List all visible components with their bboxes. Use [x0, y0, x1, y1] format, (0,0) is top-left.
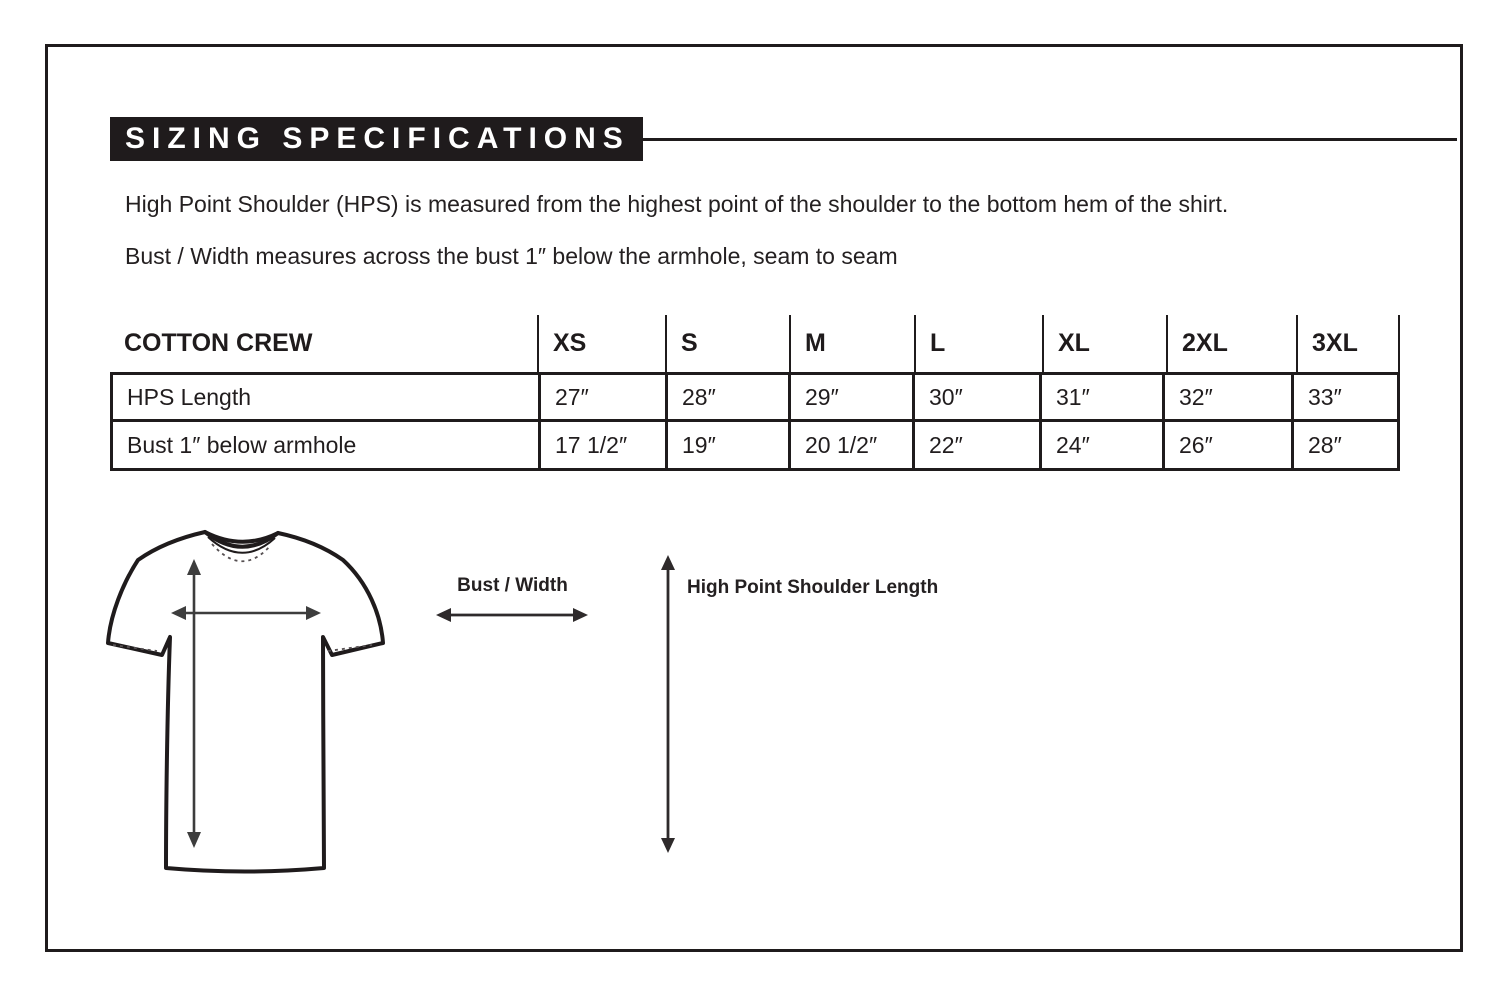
cell-hps-xs: 27″	[538, 375, 665, 419]
column-header-product: COTTON CREW	[124, 329, 313, 357]
column-header-size-2xl: 2XL	[1166, 315, 1296, 372]
cell-hps-l: 30″	[912, 375, 1039, 419]
cell-bust-xs: 17 1/2″	[538, 422, 665, 468]
column-header-size-xs: XS	[537, 315, 665, 372]
cell-bust-s: 19″	[665, 422, 788, 468]
cell-hps-xl: 31″	[1039, 375, 1162, 419]
column-header-size-xl: XL	[1042, 315, 1166, 372]
cell-bust-xl: 24″	[1039, 422, 1162, 468]
bust-width-label: Bust / Width	[457, 575, 568, 596]
page-title: SIZING SPECIFICATIONS	[110, 117, 643, 161]
sizing-table-body	[110, 372, 1400, 471]
title-rule	[643, 138, 1457, 141]
cell-hps-2xl: 32″	[1162, 375, 1291, 419]
tshirt-outline-icon	[90, 515, 390, 885]
cell-bust-m: 20 1/2″	[788, 422, 912, 468]
sizing-table-header-row	[110, 315, 1400, 372]
cell-hps-s: 28″	[665, 375, 788, 419]
intro-line-hps: High Point Shoulder (HPS) is measured from the highest point of the shoulder to the bottom hem of the shirt.	[125, 191, 1229, 217]
vertical-double-arrow-icon	[656, 551, 680, 857]
intro-line-bust: Bust / Width measures across the bust 1″ below the armhole, seam to seam	[125, 243, 898, 269]
cell-bust-3xl: 28″	[1291, 422, 1397, 468]
horizontal-double-arrow-icon	[432, 603, 592, 627]
hps-length-label: High Point Shoulder Length	[687, 577, 939, 598]
cell-bust-2xl: 26″	[1162, 422, 1291, 468]
row-label: Bust 1″ below armhole	[127, 431, 357, 458]
cell-hps-m: 29″	[788, 375, 912, 419]
title-row	[110, 117, 1457, 161]
table-row-hps-length	[113, 375, 1397, 419]
table-row-bust-width	[113, 419, 1397, 468]
sizing-table	[110, 315, 1400, 471]
column-header-size-3xl: 3XL	[1296, 315, 1400, 372]
cell-bust-l: 22″	[912, 422, 1039, 468]
column-header-size-m: M	[789, 315, 914, 372]
column-header-size-l: L	[914, 315, 1042, 372]
cell-hps-3xl: 33″	[1291, 375, 1397, 419]
column-header-size-s: S	[665, 315, 789, 372]
row-label: HPS Length	[127, 383, 252, 410]
tshirt-body-outline	[108, 532, 383, 872]
